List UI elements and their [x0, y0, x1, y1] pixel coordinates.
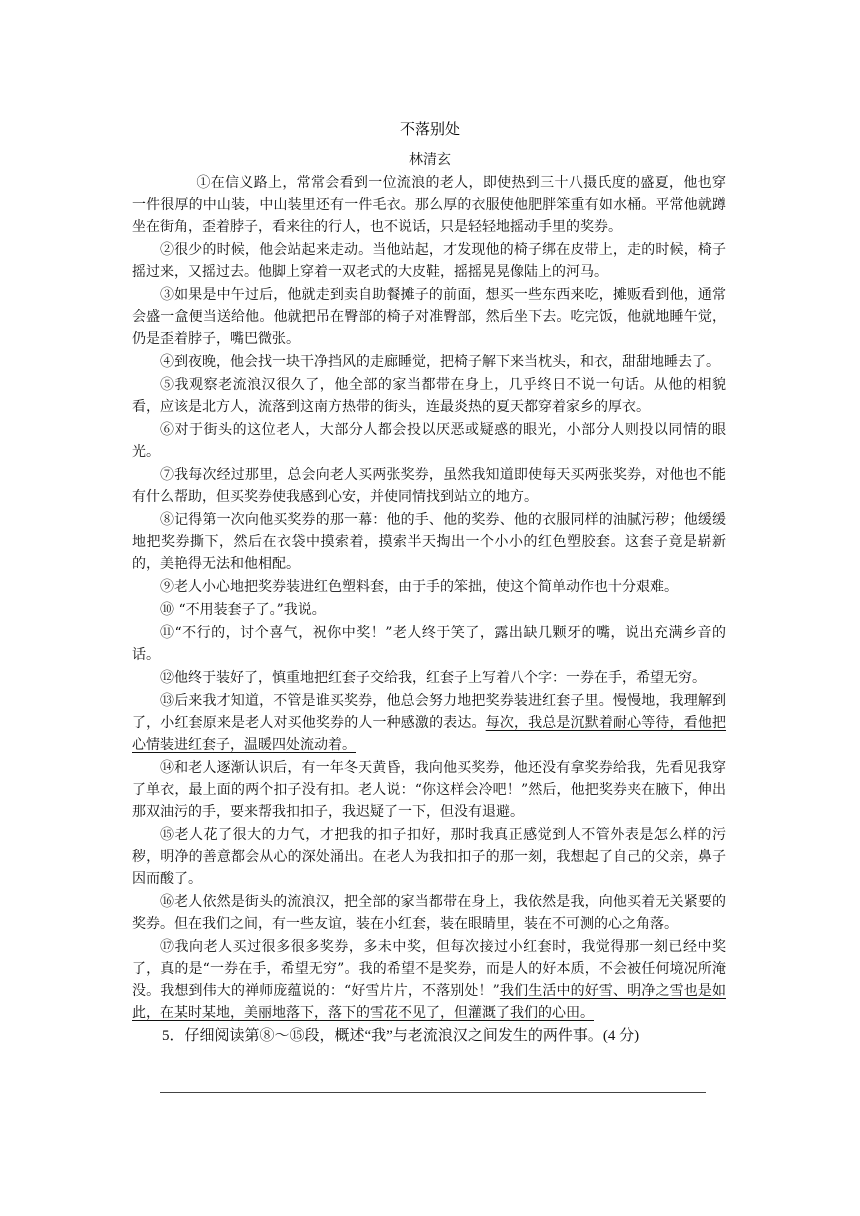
paragraph-12: ⑫他终于装好了，慎重地把红套子交给我，红套子上写着八个字：一券在手，希望无穷。: [160, 670, 706, 686]
paragraph-8: ⑧记得第一次向他买奖券的那一幕：他的手、他的奖券、他的衣服同样的油腻污秽；他缓缓地把奖券撕下，然后在衣袋中摸索着，摸索半天掏出一个小小的红色塑胶套。这套子竟是崭新的，美艳得无法和他相配。: [132, 512, 726, 572]
paragraph-4: ④到夜晚，他会找一块干净挡风的走廊睡觉，把椅子解下来当枕头，和衣，甜甜地睡去了。: [160, 354, 720, 370]
paragraph-17-underlined: 我们生活中的好雪、明净之雪也是如此，在某时某地，美丽地落下，落下的雪花不见了，但灌溉了我们的心田。: [132, 983, 726, 1021]
paragraph-15: ⑮老人花了很大的力气，才把我的扣子扣好，那时我真正感觉到人不管外表是怎么样的污秽，明净的善意都会从心的深处涌出。在老人为我扣扣子的那一刻，我想起了自己的父亲，鼻子因而酸了。: [132, 827, 726, 887]
paragraph-13-underlined: 每次，我总是沉默着耐心等待，看他把心情装进红套子，温暖四处流动着。: [132, 715, 727, 753]
paragraph-6: ⑥对于街头的这位老人，大部分人都会投以厌恶或疑惑的眼光，小部分人则投以同情的眼光。: [132, 422, 726, 460]
question-5: 5．仔细阅读第⑧～⑮段，概述“我”与老流浪汉之间发生的两件事。(4 分): [162, 1028, 640, 1044]
paragraph-14: ⑭和老人逐渐认识后，有一年冬天黄昏，我向他买奖券，他还没有拿奖券给我，先看见我穿了单衣，最上面的两个扣子没有扣。老人说：“你这样会冷吧！”然后，他把奖券夹在腋下，伸出那双油污的手，要来帮我扣扣子，我迟疑了一下，但没有退避。: [132, 760, 726, 820]
answer-line[interactable]: [160, 1092, 706, 1093]
paragraph-10: ⑩ “不用装套子了。”我说。: [160, 602, 326, 618]
paragraph-11: ⑪“不行的，讨个喜气，祝你中奖！”老人终于笑了，露出缺几颗牙的嘴，说出充满乡音的话。: [132, 625, 726, 663]
paragraph-3: ③如果是中午过后，他就走到卖自助餐摊子的前面，想买一些东西来吃，摊贩看到他，通常会盛一盒便当送给他。他就把吊在臀部的椅子对准臀部，然后坐下去。吃完饭，他就地睡午觉，仍是歪着脖子，嘴巴微张。: [132, 287, 726, 347]
paragraph-2: ②很少的时候，他会站起来走动。当他站起，才发现他的椅子绑在皮带上，走的时候，椅子摇过来，又摇过去。他脚上穿着一双老式的大皮鞋，摇摇晃晃像陆上的河马。: [132, 242, 726, 280]
paragraph-17: [132, 936, 726, 1024]
article-author: 林清玄: [409, 152, 451, 168]
article-body: [132, 172, 726, 1047]
paragraph-1: ①在信义路上，常常会看到一位流浪的老人，即使热到三十八摄氏度的盛夏，他也穿一件很厚的中山装，中山装里还有一件毛衣。那么厚的衣服使他肥胖笨重有如水桶。平常他就蹲坐在街角，歪着脖子，看来往的行人，也不说话，只是轻轻地摇动手里的奖券。: [132, 175, 726, 235]
paragraph-9: ⑨老人小心地把奖券装进红色塑料套，由于手的笨拙，使这个简单动作也十分艰难。: [160, 579, 678, 595]
article-title: 不落别处: [399, 120, 460, 138]
paragraph-17-text: ⑰我向老人买过很多很多奖券，多未中奖，但每次接过小红套时，我觉得那一刻已经中奖了，真的是“一券在手，希望无穷”。我的希望不是奖券，而是人的好本质，不会被任何境况所淹没。我想到伟大的禅师庞蕴说的：“好雪片片，不落别处！”: [132, 939, 726, 999]
paragraph-5: ⑤我观察老流浪汉很久了，他全部的家当都带在身上，几乎终日不说一句话。从他的相貌看，应该是北方人，流落到这南方热带的街头，连最炎热的夏天都穿着家乡的厚衣。: [132, 377, 726, 415]
paragraph-16: ⑯老人依然是街头的流浪汉，把全部的家当都带在身上，我依然是我，向他买着无关紧要的奖券。但在我们之间，有一些友谊，装在小红套，装在眼睛里，装在不可测的心之角落。: [132, 894, 726, 932]
paragraph-13-text: ⑬后来我才知道，不管是谁买奖券，他总会努力地把奖券装进红套子里。慢慢地，我理解到了，小红套原来是老人对买他奖券的人一种感激的表达。: [132, 693, 726, 731]
paragraph-7: ⑦我每次经过那里，总会向老人买两张奖券，虽然我知道即使每天买两张奖券，对他也不能有什么帮助，但买奖券使我感到心安，并使同情找到站立的地方。: [132, 467, 726, 505]
paragraph-13: [132, 690, 726, 756]
